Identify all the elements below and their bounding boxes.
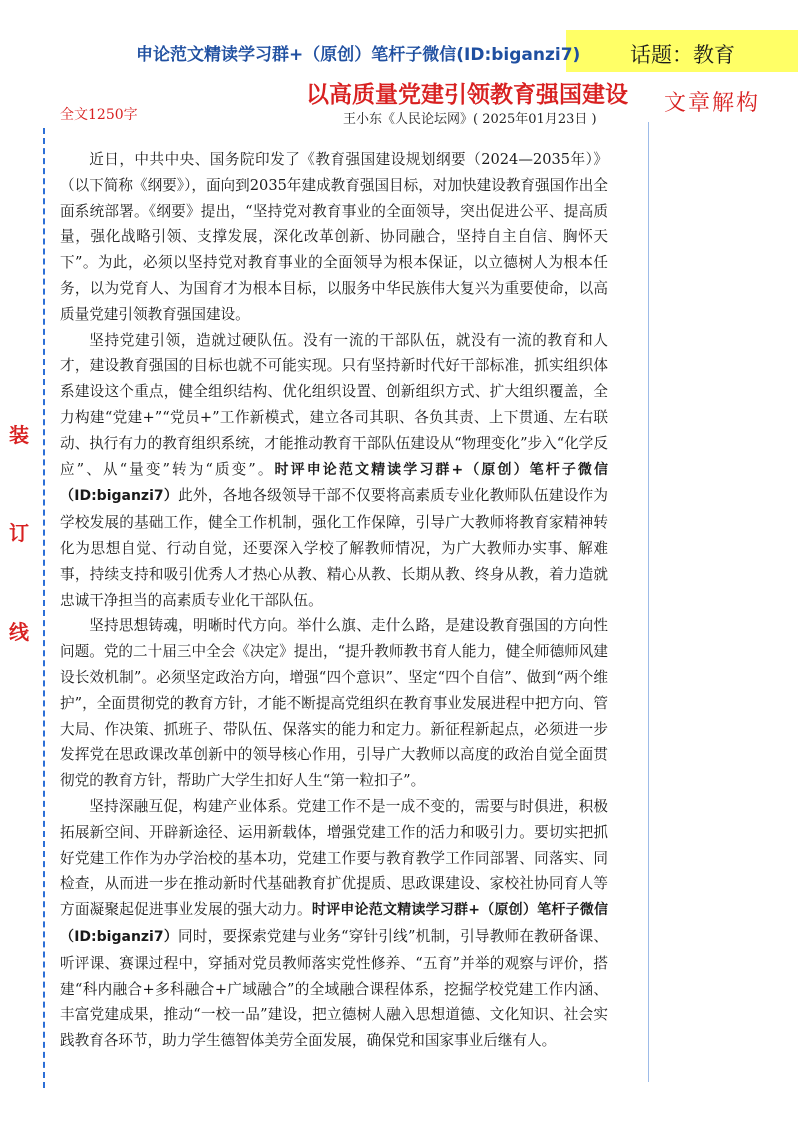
paragraph-3: 坚持思想铸魂，明晰时代方向。举什么旗、走什么路，是建设教育强国的方向性问题。党的二十届三中全会《决定》提出，“提升教师教书育人能力，健全师德师风建设长效机制”。必须坚定政治方向，增强“四个意识”、坚定“四个自信”、做到“两个维护”，全面贯彻党的教育方针，才能不断提高党组织在教育事业发展进程中把方向、管大局、作决策、抓班子、带队伍、保落实的能力和定力。新征程新起点，必须进一步发挥党在思政课改革创新中的领导核心作用，引导广大教师以高度的政治自觉全面贯彻党的教育方针，帮助广大学生扣好人生“第一粒扣子”。 xyxy=(60,617,608,790)
paragraph-1: 近日，中共中央、国务院印发了《教育强国建设规划纲要（2024—2035年）》（以下简称《纲要》），面向到2035年建成教育强国目标，对加快建设教育强国作出全面系统部署。《纲要》提出，“坚持党对教育事业的全面领导，突出促进公平、提高质量，强化战略引领、支撑发展，深化改革创新、协同融合，坚持自主自信、胸怀天下”。为此，必须以坚持党对教育事业的全面领导为根本保证，以立德树人为根本任务，以为党育人、为国育才为根本目标，以服务中华民族伟大复兴为重要使命，以高质量党建引领教育强国建设。 xyxy=(60,151,608,323)
byline: 王小东《人民论坛网》( 2025年01月23日 ) xyxy=(343,112,597,127)
binding-char-2: 订 xyxy=(9,521,29,545)
word-count: 全文1250字 xyxy=(60,107,138,123)
paragraph-2-text-b: 此外，各地各级领导干部不仅要将高素质专业化教师队伍建设作为学校发展的基础工作，健全工作机制，强化工作保障，引导广大教师将教育家精神转化为思想自觉、行动自觉，还要深入学校了解教师情况，为广大教师办实事、解难事，持续支持和吸引优秀人才热心从教、精心从教、长期从教、终身从教，着力造就忠诚干净担当的高素质专业化干部队伍。 xyxy=(60,487,608,609)
header-title: 申论范文精读学习群+（原创）笔杆子微信(ID:biganzi7) xyxy=(136,45,581,65)
paragraph-4-text-a: 坚持深融互促，构建产业体系。党建工作不是一成不变的，需要与时俱进，积极拓展新空间、开辟新途径、运用新载体，增强党建工作的活力和吸引力。要切实把抓好党建工作作为办学治校的基本功，党建工作要与教育教学工作同部署、同落实、同检查，从而进一步在推动新时代基础教育扩优提质、思政课建设、家校社协同育人等方面凝聚起促进事业发展的强大动力。 xyxy=(60,797,608,919)
binding-char-1: 装 xyxy=(9,423,29,447)
topic-label: 话题：教育 xyxy=(630,43,735,67)
paragraph-2-text-a: 坚持党建引领，造就过硬队伍。没有一流的干部队伍，就没有一流的教育和人才，建设教育强国的目标也就不可能实现。只有坚持新时代好干部标准，抓实组织体系建设这个重点，健全组织结构、优化组织设置、创新组织方式、扩大组织覆盖，全力构建“党建+”“党员+”工作新模式，建立各司其职、各负其责、上下贯通、左右联动、执行有力的教育组织系统，才能推动教育干部队伍建设从“物理变化”步入“化学反应”、从“量变”转为“质变”。 xyxy=(60,331,608,478)
binding-dashed-line xyxy=(43,128,45,1088)
paragraph-4 xyxy=(60,794,608,1054)
paragraph-4-text-b: 同时，要探索党建与业务“穿针引线”机制，引导教师在教研备课、听评课、赛课过程中，穿插对党员教师落实党性修养、“五育”并举的观察与评价，搭建“科内融合+多科融合+广域融合”的全域融合课程体系，挖掘学校党建工作内涵、丰富党建成果，推动“一校一品”建设，把立德树人融入思想道德、文化知识、社会实践教育各环节，助力学生德智体美劳全面发展，确保党和国家事业后继有人。 xyxy=(60,927,608,1050)
binding-char-3: 线 xyxy=(9,620,29,644)
promo-text-2: 时评申论范文精读学习群+（原创）笔杆子微信（ID:biganzi7） xyxy=(60,902,608,945)
margin-rule xyxy=(648,122,649,1082)
article-title: 以高质量党建引领教育强国建设 xyxy=(306,81,628,108)
promo-text-1: 时评申论范文精读学习群+（原创）笔杆子微信（ID:biganzi7） xyxy=(60,461,608,505)
structure-label: 文章解构 xyxy=(664,91,761,116)
article-body xyxy=(60,147,608,1054)
paragraph-2 xyxy=(60,328,608,614)
